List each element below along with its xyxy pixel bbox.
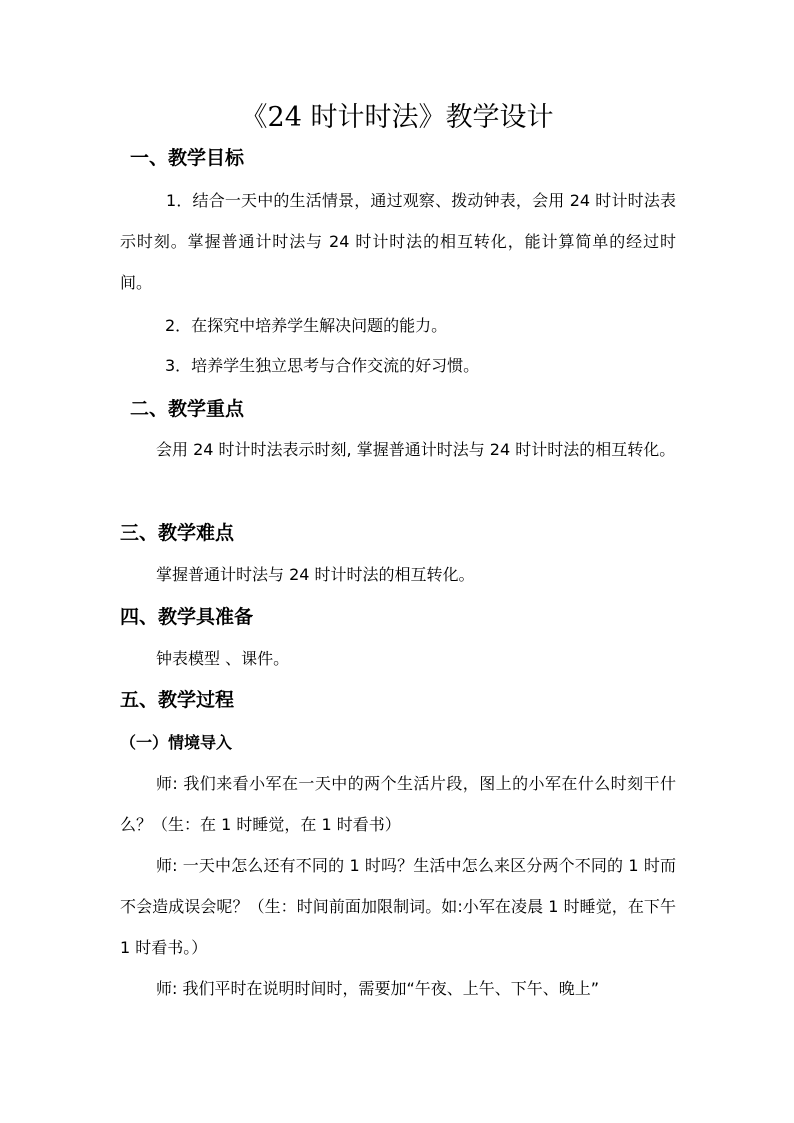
difficulties-text: 掌握普通计时法与 24 时计时法的相互转化。	[156, 565, 475, 584]
goal-item-1: 1．结合一天中的生活情景，通过观察、拨动钟表，会用 24 时计时法表示时刻。掌握普通计时法与 24 时计时法的相互转化，能计算简单的经过时间。	[120, 191, 676, 292]
key-points-text: 会用 24 时计时法表示时刻, 掌握普通计时法与 24 时计时法的相互转化。	[156, 440, 676, 459]
process-paragraph-1: 师: 我们来看小军在一天中的两个生活片段，图上的小军在什么时刻干什么？（生：在 1 时睡觉，在 1 时看书）	[120, 774, 676, 834]
goal-item-2: 2．在探究中培养学生解决问题的能力。	[165, 316, 448, 335]
section-heading-materials: 四、教学具准备	[120, 606, 254, 628]
subsection-heading-intro: （一）情境导入	[120, 733, 233, 752]
process-paragraph-3: 师: 我们平时在说明时间时，需要加“午夜、上午、下午、晚上”	[156, 979, 600, 998]
document-title: 《24 时计时法》教学设计	[240, 102, 554, 133]
materials-text: 钟表模型 、课件。	[156, 649, 290, 668]
section-heading-difficulties: 三、教学难点	[120, 522, 235, 544]
goal-item-3: 3．培养学生独立思考与合作交流的好习惯。	[165, 356, 480, 375]
section-heading-key-points: 二、教学重点	[130, 398, 245, 420]
section-heading-process: 五、教学过程	[120, 689, 235, 711]
section-heading-goals: 一、教学目标	[130, 147, 245, 169]
process-paragraph-2: 师: 一天中怎么还有不同的 1 时吗？生活中怎么来区分两个不同的 1 时而不会造成误会呢？（生：时间前面加限制词。如:小军在凌晨 1 时睡觉，在下午 1 时看书。）	[120, 856, 676, 957]
